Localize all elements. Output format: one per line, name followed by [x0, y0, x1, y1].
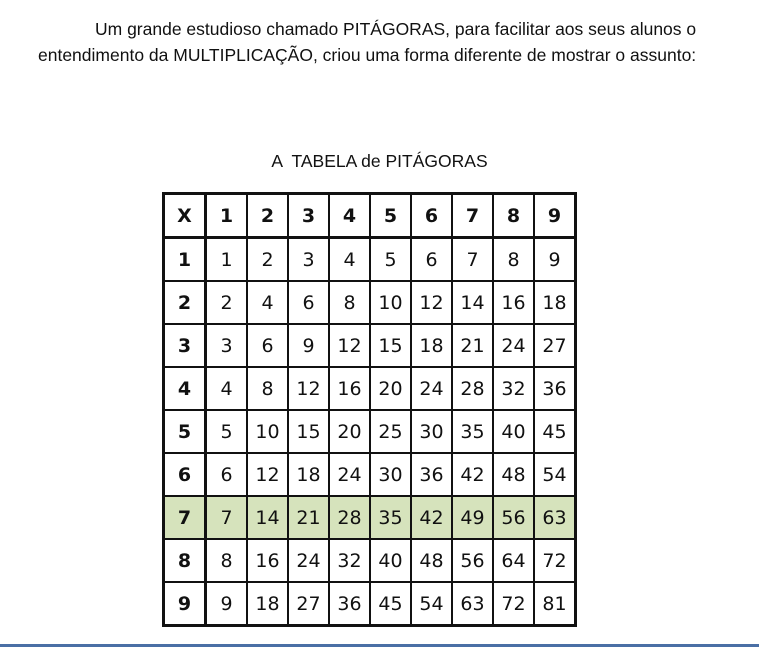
table-cell: 4: [329, 238, 370, 282]
table-cell: 8: [247, 367, 288, 410]
table-cell: 28: [329, 496, 370, 539]
table-cell: 8: [329, 281, 370, 324]
intro-text: Um grande estudioso chamado PITÁGORAS, para facilitar aos seus alunos o entendimento da MULTIPLICAÇÃO, criou uma forma diferente de mostrar o assunto:: [38, 19, 697, 65]
table-cell: 8: [206, 539, 248, 582]
table-cell: 48: [411, 539, 452, 582]
table-row: [164, 281, 576, 324]
column-header: 5: [370, 194, 411, 238]
table-cell: 3: [288, 238, 329, 282]
table-cell: 6: [206, 453, 248, 496]
table-cell: 27: [534, 324, 576, 367]
table-cell: 18: [534, 281, 576, 324]
pythagoras-table-body: [164, 194, 576, 626]
intro-paragraph: [38, 16, 728, 68]
table-row: [164, 453, 576, 496]
column-header: 1: [206, 194, 248, 238]
table-cell: 36: [411, 453, 452, 496]
table-header-row: [164, 194, 576, 238]
table-cell: 27: [288, 582, 329, 626]
table-row: [164, 238, 576, 282]
row-header: 5: [164, 410, 206, 453]
pythagoras-table: [162, 192, 577, 627]
table-row: [164, 410, 576, 453]
table-cell: 6: [288, 281, 329, 324]
table-cell: 18: [411, 324, 452, 367]
table-cell: 2: [206, 281, 248, 324]
table-cell: 32: [493, 367, 534, 410]
table-cell: 16: [493, 281, 534, 324]
table-cell: 18: [247, 582, 288, 626]
table-cell: 45: [370, 582, 411, 626]
table-cell: 63: [534, 496, 576, 539]
row-header: 1: [164, 238, 206, 282]
table-cell: 16: [329, 367, 370, 410]
table-cell: 24: [329, 453, 370, 496]
table-cell: 16: [247, 539, 288, 582]
table-cell: 72: [493, 582, 534, 626]
table-row-highlighted: [164, 496, 576, 539]
table-cell: 36: [534, 367, 576, 410]
table-row: [164, 539, 576, 582]
table-cell: 1: [206, 238, 248, 282]
table-cell: 4: [206, 367, 248, 410]
table-cell: 54: [534, 453, 576, 496]
table-cell: 9: [206, 582, 248, 626]
row-header: 3: [164, 324, 206, 367]
table-cell: 6: [247, 324, 288, 367]
table-title: A TABELA de PITÁGORAS: [271, 151, 488, 171]
table-row: [164, 582, 576, 626]
table-cell: 7: [452, 238, 493, 282]
table-cell: 45: [534, 410, 576, 453]
table-cell: 64: [493, 539, 534, 582]
table-cell: 10: [247, 410, 288, 453]
table-cell: 35: [452, 410, 493, 453]
row-header: 7: [164, 496, 206, 539]
table-cell: 72: [534, 539, 576, 582]
table-cell: 2: [247, 238, 288, 282]
table-cell: 42: [452, 453, 493, 496]
column-header: 8: [493, 194, 534, 238]
row-header: 2: [164, 281, 206, 324]
table-row: [164, 367, 576, 410]
table-cell: 24: [288, 539, 329, 582]
column-header: 2: [247, 194, 288, 238]
table-cell: 4: [247, 281, 288, 324]
table-cell: 12: [411, 281, 452, 324]
table-cell: 12: [247, 453, 288, 496]
table-cell: 24: [493, 324, 534, 367]
table-cell: 20: [370, 367, 411, 410]
column-header: 3: [288, 194, 329, 238]
table-cell: 9: [534, 238, 576, 282]
table-row: [164, 324, 576, 367]
table-cell: 3: [206, 324, 248, 367]
pythagoras-table-container: [162, 192, 577, 627]
table-corner-cell: X: [164, 194, 206, 238]
table-cell: 15: [288, 410, 329, 453]
table-cell: 5: [370, 238, 411, 282]
table-cell: 21: [288, 496, 329, 539]
table-cell: 8: [493, 238, 534, 282]
table-cell: 63: [452, 582, 493, 626]
table-cell: 56: [452, 539, 493, 582]
table-cell: 36: [329, 582, 370, 626]
row-header: 4: [164, 367, 206, 410]
table-cell: 40: [493, 410, 534, 453]
table-cell: 20: [329, 410, 370, 453]
table-cell: 28: [452, 367, 493, 410]
row-header: 6: [164, 453, 206, 496]
table-cell: 56: [493, 496, 534, 539]
table-cell: 35: [370, 496, 411, 539]
table-cell: 15: [370, 324, 411, 367]
table-cell: 14: [452, 281, 493, 324]
table-cell: 12: [329, 324, 370, 367]
table-cell: 5: [206, 410, 248, 453]
table-cell: 25: [370, 410, 411, 453]
table-cell: 32: [329, 539, 370, 582]
table-cell: 49: [452, 496, 493, 539]
column-header: 4: [329, 194, 370, 238]
column-header: 9: [534, 194, 576, 238]
table-cell: 7: [206, 496, 248, 539]
table-cell: 6: [411, 238, 452, 282]
row-header: 8: [164, 539, 206, 582]
table-cell: 40: [370, 539, 411, 582]
table-cell: 9: [288, 324, 329, 367]
table-cell: 30: [411, 410, 452, 453]
table-cell: 42: [411, 496, 452, 539]
table-cell: 30: [370, 453, 411, 496]
row-header: 9: [164, 582, 206, 626]
table-cell: 18: [288, 453, 329, 496]
table-cell: 14: [247, 496, 288, 539]
table-cell: 24: [411, 367, 452, 410]
table-cell: 12: [288, 367, 329, 410]
table-cell: 81: [534, 582, 576, 626]
column-header: 7: [452, 194, 493, 238]
table-cell: 21: [452, 324, 493, 367]
column-header: 6: [411, 194, 452, 238]
table-cell: 54: [411, 582, 452, 626]
table-cell: 48: [493, 453, 534, 496]
table-cell: 10: [370, 281, 411, 324]
